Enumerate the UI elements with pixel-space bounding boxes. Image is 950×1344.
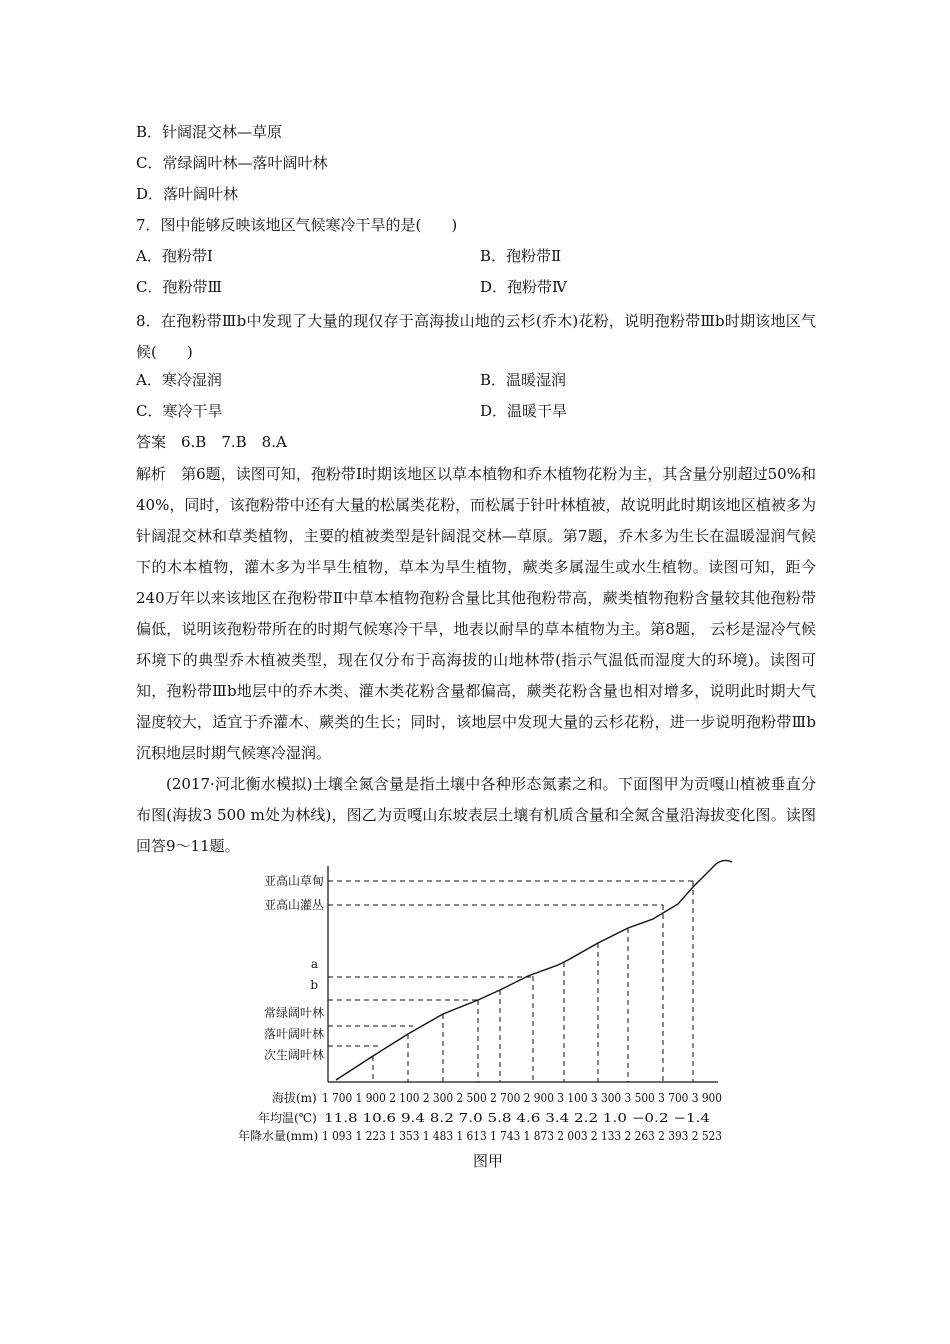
altitude-row-values: 1 700 1 900 2 100 2 300 2 500 2 700 2 900 3 100 3 300 3 500 3 700 3 900: [322, 1091, 722, 1105]
vegetation-vertical-figure: [238, 856, 738, 1176]
intro-paragraph: (2017·河北衡水模拟)土壤全氮含量是指土壤中各种形态氮素之和。下面图甲为贡嘎山植被垂直分布图(海拔3 500 m处为林线)，图乙为贡嘎山东坡表层土壤有机质含量和全氮含量沿海拔变化图。读图回答9～11题。: [136, 775, 816, 855]
label-b: b: [310, 978, 318, 992]
precipitation-row-label: 年降水量(mm): [238, 1129, 319, 1143]
figure-caption: 图甲: [472, 1152, 504, 1170]
temperature-row-label: 年均温(℃): [258, 1111, 317, 1125]
option-6d: D．落叶阔叶林: [136, 185, 239, 203]
option-8a: A．寒冷湿润: [136, 371, 222, 389]
option-7d: D．孢粉带Ⅳ: [480, 278, 568, 296]
mountain-profile-line: [336, 860, 732, 1080]
label-a: a: [310, 957, 318, 971]
option-7c: C．孢粉带Ⅲ: [136, 278, 222, 296]
option-6b: B．针阔混交林—草原: [136, 123, 283, 141]
label-deciduous-broadleaf: 落叶阔叶林: [263, 1027, 324, 1041]
temperature-row-values: 11.8 10.6 9.4 8.2 7.0 5.8 4.6 3.4 2.2 1.0 −0.2 −1.4: [324, 1111, 711, 1125]
question-7-stem: 7．图中能够反映该地区气候寒冷干旱的是( ): [136, 216, 458, 234]
option-7a: A．孢粉带Ⅰ: [136, 247, 213, 265]
option-8d: D．温暖干旱: [480, 402, 568, 420]
label-evergreen-broadleaf: 常绿阔叶林: [263, 1006, 324, 1020]
option-6c: C．常绿阔叶林—落叶阔叶林: [136, 154, 328, 172]
option-8b: B．温暖湿润: [480, 371, 567, 389]
answer-line: 答案 6.B 7.B 8.A: [136, 433, 287, 451]
altitude-row-label: 海拔(m): [272, 1091, 317, 1105]
analysis-paragraph: 解析 第6题，读图可知，孢粉带Ⅰ时期该地区以草本植物和乔木植物花粉为主，其含量分别超过50%和40%，同时，该孢粉带中还有大量的松属类花粉，而松属于针叶林植被，故说明此时期该地区植被多为针阔混交林和草类植物，主要的植被类型是针阔混交林—草原。第7题，乔木多为生长在温暖湿润气候下的木本植物，灌木多为半旱生植物，草本为旱生植物，蕨类多属湿生或水生植物。读图可知，距今240万年以来该地区在孢粉带Ⅱ中草本植物孢粉含量比其他孢粉带高，蕨类植物孢粉含量较其他孢粉带偏低，说明该孢粉带所在的时期气候寒冷干旱，地表以耐旱的草本植物为主。第8题， 云杉是湿冷气候环境下的典型乔木植被类型，现在仅分布于高海拔的山地林带(指示气温低而湿度大的环境)。读图可知，孢粉带Ⅲb地层中的乔木类、灌木类花粉含量都偏高，蕨类花粉含量也相对增多，说明此时期大气湿度较大，适宜于乔灌木、蕨类的生长；同时，该地层中发现大量的云杉花粉，进一步说明孢粉带Ⅲb沉积地层时期气候寒冷湿润。: [136, 465, 816, 762]
label-subalpine-meadow: 亚高山草甸: [263, 874, 324, 888]
question-8-stem: 8．在孢粉带Ⅲb中发现了大量的现仅存于高海拔山地的云杉(乔木)花粉，说明孢粉带Ⅲb时期该地区气候( ): [136, 312, 816, 361]
label-subalpine-shrub: 亚高山灌丛: [263, 898, 324, 912]
option-7b: B．孢粉带Ⅱ: [480, 247, 562, 265]
label-secondary-broadleaf: 次生阔叶林: [263, 1048, 324, 1062]
option-8c: C．寒冷干旱: [136, 402, 223, 420]
precipitation-row-values: 1 093 1 223 1 353 1 483 1 613 1 743 1 873 2 003 2 133 2 263 2 393 2 523: [322, 1129, 722, 1143]
